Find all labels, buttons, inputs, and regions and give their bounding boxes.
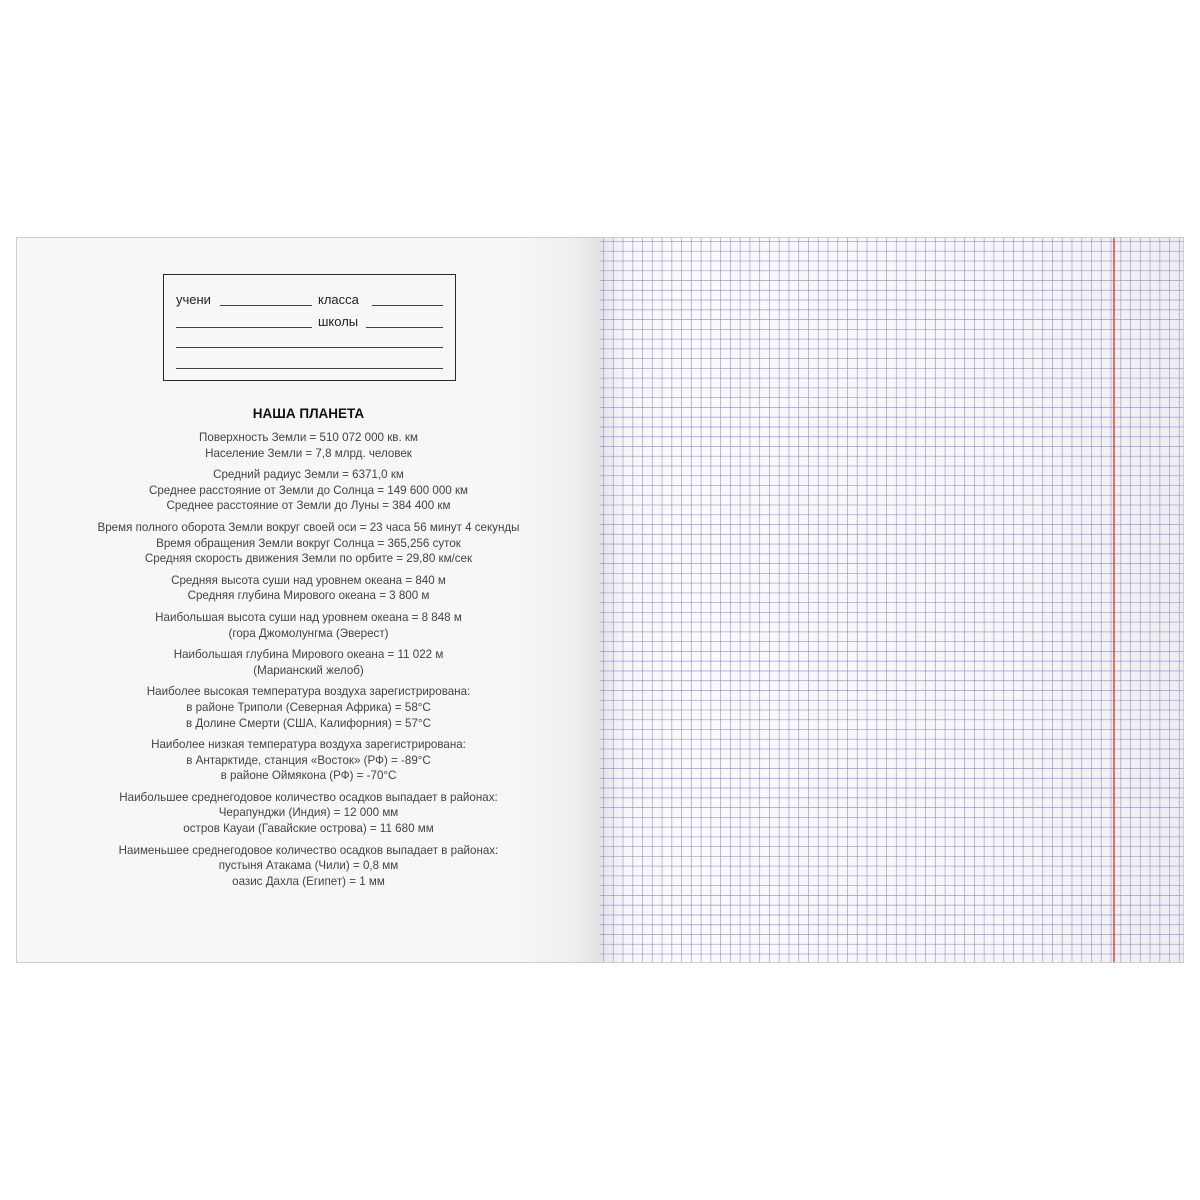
fact-line: Средний радиус Земли = 6371,0 км [213,468,404,482]
fact-line: в Антарктиде, станция «Восток» (РФ) = -89°С [186,753,431,767]
blank-line-1[interactable] [176,347,443,348]
fact-line: Средняя глубина Мирового океана = 3 800 м [187,589,430,603]
fact-line: (Марианский желоб) [253,663,364,677]
fact-line: Наибольшая глубина Мирового океана = 11 022 м [173,648,444,662]
fact-line: Наибольшая высота суши над уровнем океана = 8 848 м [155,610,462,624]
notebook-spread [16,237,1184,963]
fact-group [17,573,600,604]
fact-line: в Долине Смерти (США, Калифорния) = 57°С [186,716,431,730]
fact-group [17,843,600,890]
fact-group [17,647,600,678]
fact-line: Среднее расстояние от Земли до Луны = 384 400 км [166,499,451,513]
fact-line: Наиболее высокая температура воздуха зарегистрирована: [146,685,471,699]
fact-group [17,737,600,784]
fact-group [17,430,600,461]
fact-line: Время обращения Земли вокруг Солнца = 365,256 суток [156,536,461,550]
fact-line: Средняя скорость движения Земли по орбите = 29,80 км/сек [144,552,473,566]
fact-line: Наименьшее среднегодовое количество осадков выпадает в районах: [118,843,499,857]
facts-title: НАША ПЛАНЕТА [252,406,365,421]
fact-line: Поверхность Земли = 510 072 000 кв. км [199,431,418,444]
label-row-student [176,289,443,309]
fact-line: Наиболее низкая температура воздуха зарегистрирована: [151,738,466,752]
school-label: школы [318,314,359,329]
class-line[interactable] [372,305,443,306]
label-row-3 [176,331,443,351]
fact-line: Население Земли = 7,8 млрд. человек [205,446,412,460]
name-line[interactable] [176,327,312,328]
facts-groups [17,430,600,889]
fact-line: пустыня Атакама (Чили) = 0,8 мм [218,859,399,873]
fact-line: Средняя высота суши над уровнем океана = 840 м [171,573,446,587]
grid-page [600,238,1184,962]
fact-line: оазис Дахла (Египет) = 1 мм [232,874,385,888]
blank-line-2[interactable] [176,368,443,369]
label-row-school [176,311,443,331]
fact-line: Среднее расстояние от Земли до Солнца = 149 600 000 км [148,483,469,497]
fact-line: в районе Триполи (Северная Африка) = 58°С [186,700,431,714]
cover-inner-page [17,238,600,962]
fact-group [17,790,600,837]
name-label-box [163,274,456,381]
fact-group [17,610,600,641]
fact-group [17,520,600,567]
square-grid [600,238,1184,963]
fact-line: Время полного оборота Земли вокруг своей оси = 23 часа 56 минут 4 секунды [97,520,520,534]
fact-line: в районе Оймякона (РФ) = -70°С [220,769,397,783]
fact-line: Черапунджи (Индия) = 12 000 мм [218,806,399,820]
label-row-4 [176,352,443,372]
class-label: класса [318,292,359,307]
fact-line: (гора Джомолунгма (Эверест) [228,626,389,640]
fact-line: остров Кауаи (Гавайские острова) = 11 680 мм [183,822,434,836]
fact-line: Наибольшее среднегодовое количество осадков выпадает в районах: [119,790,498,804]
student-name-line[interactable] [220,305,312,306]
fact-group [17,467,600,514]
planet-facts [17,406,600,895]
fact-group [17,684,600,731]
school-line[interactable] [366,327,443,328]
student-label: учени [176,292,211,307]
